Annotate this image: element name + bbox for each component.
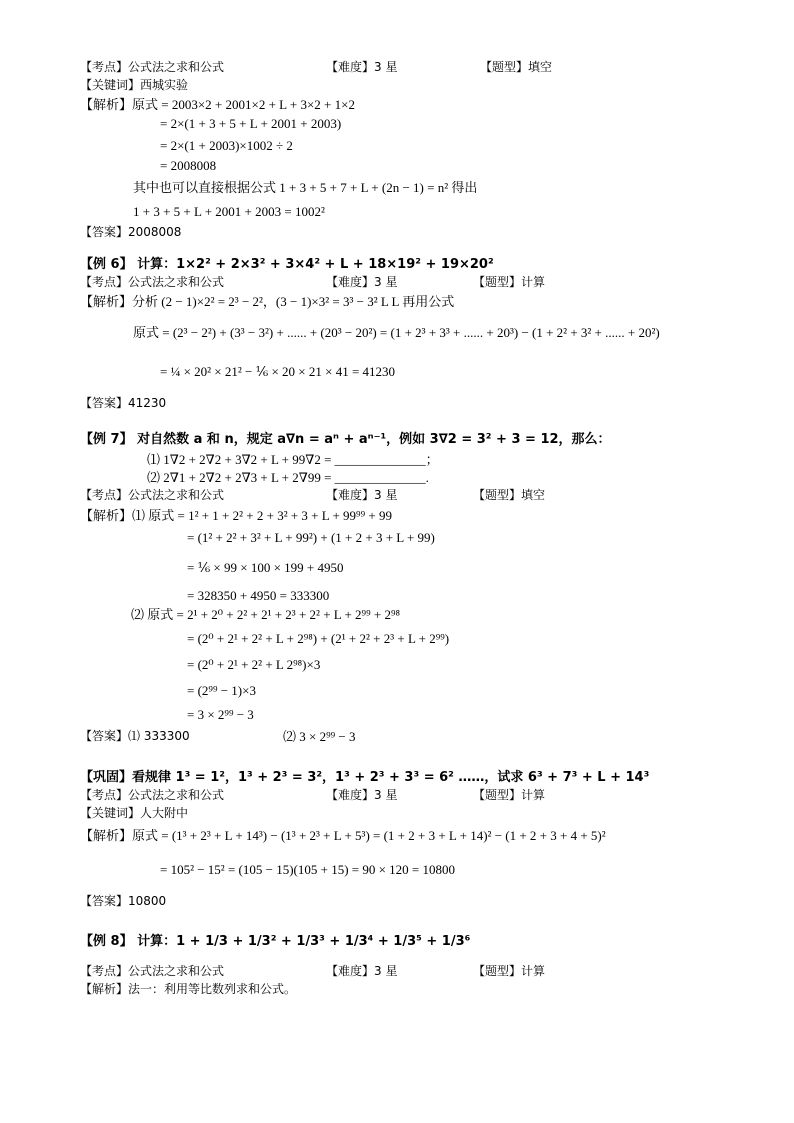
ex7-tixing: 【题型】填空 [473, 488, 546, 502]
ex7-s1: = (1² + 2² + 3² + L + 99²) + (1 + 2 + 3 + L + 99) [187, 530, 435, 545]
ex8-jiexi: 【解析】法一：利用等比数列求和公式。 [80, 982, 297, 996]
kaodian-line: 【考点】公式法之求和公式 [80, 60, 225, 74]
gonggu-kaodian: 【考点】公式法之求和公式 [80, 788, 225, 802]
ex6-kaodian: 【考点】公式法之求和公式 [80, 275, 225, 289]
gonggu-s1: = 105² − 15² = (105 − 15)(105 + 15) = 90 × 120 = 10800 [160, 862, 456, 877]
ex8-kaodian: 【考点】公式法之求和公式 [80, 964, 225, 978]
ex6-nandu: 【难度】3 星 [326, 275, 398, 289]
step3: = 2008008 [160, 158, 217, 173]
ex6-jiexi: 【解析】分析 (2 − 1)×2² = 2³ − 2²，(3 − 1)×3² = 3³ − 3² L L 再用公式 [80, 294, 455, 309]
jiexi-line: 【解析】原式 = 2003×2 + 2001×2 + L + 3×2 + 1×2 [80, 97, 355, 112]
ex7-kaodian: 【考点】公式法之求和公式 [80, 488, 225, 502]
ex8-title: 【例 8】 计算：1 + 1/3 + 1/3² + 1/3³ + 1/3⁴ + 1/3⁵ + 1/3⁶ [80, 934, 471, 949]
ex8-tixing: 【题型】计算 [473, 964, 546, 978]
tixing-line: 【题型】填空 [480, 60, 553, 74]
gonggu-answer: 【答案】10800 [80, 894, 167, 908]
note1: 其中也可以直接根据公式 1 + 3 + 5 + 7 + L + (2n − 1) = n² 得出 [133, 180, 478, 195]
ex7-q2: ⑵ 2∇1 + 2∇2 + 2∇3 + L + 2∇99 = ______________. [147, 470, 429, 485]
step2: = 2×(1 + 2003)×1002 ÷ 2 [160, 138, 293, 153]
ex7-p2s3: = (2⁹⁹ − 1)×3 [187, 683, 256, 698]
ex7-p2s2: = (2⁰ + 2¹ + 2² + L 2⁹⁸)×3 [187, 657, 321, 672]
ex6-step2: = ¼ × 20² × 21² − ⅙ × 20 × 21 × 41 = 41230 [160, 364, 396, 379]
gonggu-nandu: 【难度】3 星 [326, 788, 398, 802]
gonggu-tixing: 【题型】计算 [473, 788, 546, 802]
gonggu-keyword: 【关键词】人大附中 [80, 806, 189, 820]
ex7-answer2: ⑵ 3 × 2⁹⁹ − 3 [283, 729, 356, 744]
ex7-p2: ⑵ 原式 = 2¹ + 2⁰ + 2² + 2¹ + 2³ + 2² + L + 2⁹⁹ + 2⁹⁸ [131, 607, 401, 622]
nandu-line: 【难度】3 星 [326, 60, 398, 74]
ex7-title: 【例 7】 对自然数 a 和 n，规定 a∇n = aⁿ + aⁿ⁻¹，例如 3∇2 = 3² + 3 = 12，那么： [80, 432, 611, 447]
keyword-line: 【关键词】西城实验 [80, 78, 189, 92]
ex8-nandu: 【难度】3 星 [326, 964, 398, 978]
gonggu-jiexi: 【解析】原式 = (1³ + 2³ + L + 14³) − (1³ + 2³ + L + 5³) = (1 + 2 + 3 + L + 14)² − (1 + 2 + 3 + 4 + 5)² [80, 828, 606, 843]
ex7-q1: ⑴ 1∇2 + 2∇2 + 3∇2 + L + 99∇2 = ______________； [147, 452, 439, 467]
ex7-p2s1: = (2⁰ + 2¹ + 2² + L + 2⁹⁸) + (2¹ + 2² + 2³ + L + 2⁹⁹) [187, 631, 450, 646]
gonggu-title: 【巩固】看规律 1³ = 1²，1³ + 2³ = 3²，1³ + 2³ + 3³ = 6² ……，试求 6³ + 7³ + L + 14³ [80, 770, 650, 785]
ex6-tixing: 【题型】计算 [473, 275, 546, 289]
note2: 1 + 3 + 5 + L + 2001 + 2003 = 1002² [133, 204, 325, 219]
step1: = 2×(1 + 3 + 5 + L + 2001 + 2003) [160, 116, 342, 131]
ex7-p2s4: = 3 × 2⁹⁹ − 3 [187, 707, 254, 722]
ex6-answer: 【答案】41230 [80, 396, 167, 410]
ex7-jiexi: 【解析】⑴ 原式 = 1² + 1 + 2² + 2 + 3² + 3 + L + 99⁹⁹ + 99 [80, 508, 392, 523]
ex7-nandu: 【难度】3 星 [326, 488, 398, 502]
ex7-s3: = 328350 + 4950 = 333300 [187, 588, 330, 603]
ex6-title: 【例 6】 计算：1×2² + 2×3² + 3×4² + L + 18×19² + 19×20² [80, 257, 494, 272]
ex6-step1: 原式 = (2³ − 2²) + (3³ − 3²) + ...... + (20³ − 20²) = (1 + 2³ + 3³ + ...... + 20³) − (1 + 2² + 3² + ...... + 20²) [133, 325, 660, 340]
ex7-s2: = ⅙ × 99 × 100 × 199 + 4950 [187, 560, 344, 575]
ex7-answer: 【答案】⑴ 333300 [80, 729, 190, 743]
answer1: 【答案】2008008 [80, 225, 182, 239]
